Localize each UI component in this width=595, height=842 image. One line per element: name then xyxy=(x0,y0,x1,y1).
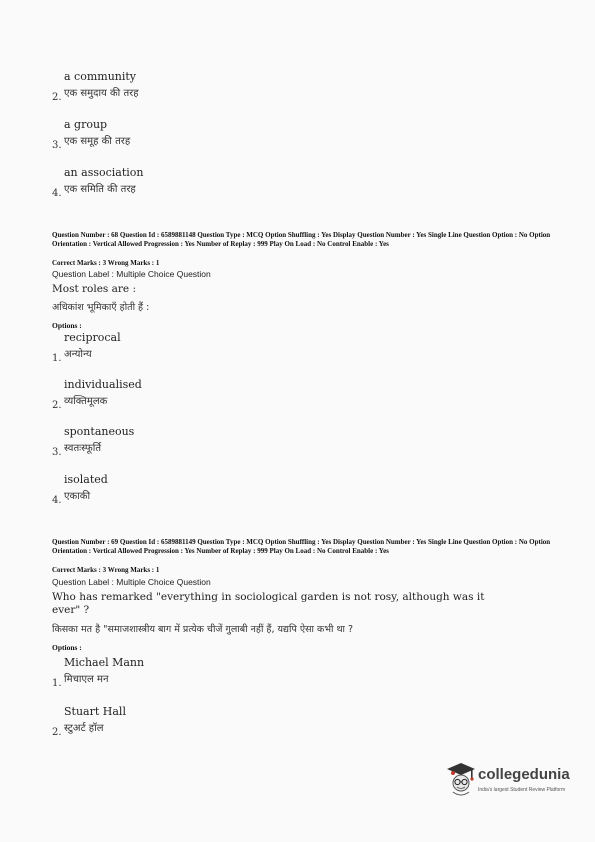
option-number: 2. xyxy=(52,400,62,411)
option-text-hi: व्यक्तिमूलक xyxy=(64,396,108,407)
option-number: 4. xyxy=(52,495,62,506)
graduate-mascot-icon xyxy=(444,760,478,800)
option-text-hi: मिचाएल मन xyxy=(64,674,109,685)
option-text-en: Stuart Hall xyxy=(64,705,126,718)
option-text-en: a group xyxy=(64,118,108,131)
option-text-en: individualised xyxy=(64,378,142,391)
logo-tagline: India's largest Student Review Platform xyxy=(478,787,566,793)
option-text-hi: एक समिति की तरह xyxy=(64,184,136,195)
question-68-options-heading: Options : xyxy=(52,321,82,330)
question-68-marks: Correct Marks : 3 Wrong Marks : 1 xyxy=(52,259,160,267)
option-text-hi: स्टुअर्ट हॉल xyxy=(64,723,104,734)
option-number: 3. xyxy=(52,447,62,458)
option-number: 3. xyxy=(52,140,62,151)
option-text-en: reciprocal xyxy=(64,331,121,344)
question-68-text-hi: अधिकांश भूमिकाएँ होती हैं : xyxy=(52,302,150,313)
option-number: 1. xyxy=(52,353,62,364)
option-number: 2. xyxy=(52,92,62,103)
question-69-label: Question Label : Multiple Choice Question xyxy=(52,577,211,587)
option-number: 2. xyxy=(52,727,62,738)
option-text-hi: एकाकी xyxy=(64,491,91,502)
option-text-hi: एक समूह की तरह xyxy=(64,136,131,147)
question-69-options-heading: Options : xyxy=(52,643,82,652)
question-68-meta: Question Number : 68 Question Id : 6589881148 Question Type : MCQ Option Shuffling : Yes Display Question Number : Yes Single Line Question Option : No Option Orientation : Vertical Allowed Progression : Yes Number of Replay : 999 Play On Load : No Control Enable : Yes xyxy=(52,231,551,248)
option-text-en: isolated xyxy=(64,473,108,486)
logo-wordmark: collegedunia xyxy=(478,766,570,783)
option-number: 4. xyxy=(52,188,62,199)
question-69-text-hi: किसका मत है "समाजशास्त्रीय बाग में प्रत्येक चीजें गुलाबी नहीं हैं, यद्यपि ऐसा कभी था ? xyxy=(52,624,354,635)
question-69-meta: Question Number : 69 Question Id : 6589881149 Question Type : MCQ Option Shuffling : Yes Display Question Number : Yes Single Line Question Option : No Option Orientation : Vertical Allowed Progression : Yes Number of Replay : 999 Play On Load : No Control Enable : Yes xyxy=(52,538,551,555)
option-text-hi: स्वतःस्फूर्ति xyxy=(64,443,102,454)
option-text-en: spontaneous xyxy=(64,425,135,438)
question-69-marks: Correct Marks : 3 Wrong Marks : 1 xyxy=(52,566,160,574)
option-text-en: a community xyxy=(64,70,137,83)
option-number: 1. xyxy=(52,678,62,689)
option-text-en: an association xyxy=(64,166,144,179)
question-68-label: Question Label : Multiple Choice Question xyxy=(52,269,211,279)
question-68-text-en: Most roles are : xyxy=(52,283,137,295)
option-text-hi: एक समुदाय की तरह xyxy=(64,88,139,99)
question-69-text-en: Who has remarked "everything in sociological garden is not rosy, although was it ever" ? xyxy=(52,591,485,616)
option-text-hi: अन्योन्य xyxy=(64,349,92,360)
option-text-en: Michael Mann xyxy=(64,656,145,669)
collegedunia-logo xyxy=(444,760,584,806)
